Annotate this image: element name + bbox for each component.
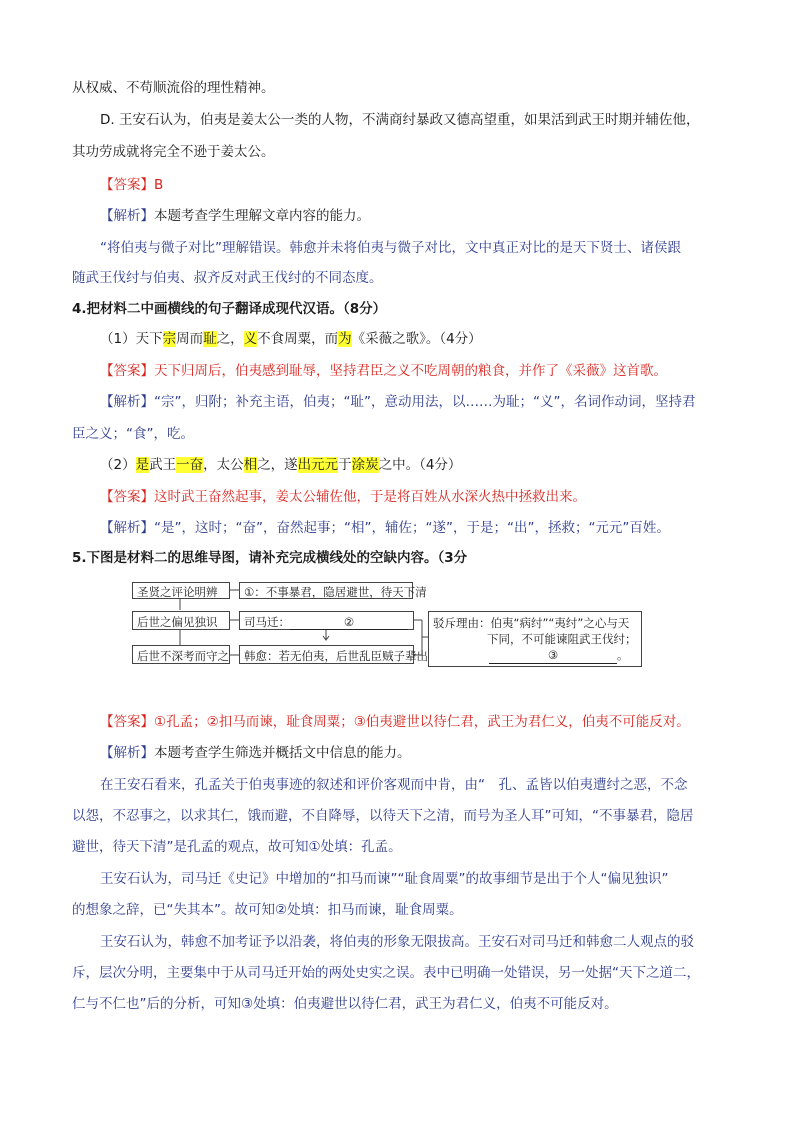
q5-para1-line3: 避世，待天下清”是孔孟的观点，故可知①处填：孔孟。 [72, 839, 402, 855]
map-node-sima-qian [239, 611, 414, 630]
analysis-tag: 【解析】 [100, 520, 154, 536]
s2-highlight: 出元元 [297, 457, 339, 473]
answer-tag: 【答案】 [100, 489, 154, 505]
q4-analysis-2 [100, 518, 670, 538]
q4-analysis-1a [100, 392, 695, 412]
map-node-han-yu: 韩愈：若无伯夷，后世乱臣贼子辈出 [239, 645, 414, 664]
s2-text: 之，遂 [257, 457, 298, 473]
map-node-bias: 后世之偏见独识 [132, 611, 230, 630]
q4-analysis-1b: 臣之义；“食”，吃。 [72, 426, 194, 442]
blank-3: ③ [489, 647, 617, 664]
option-d-line1: D. 王安石认为，伯夷是姜太公一类的人物，不满商纣暴政又德高望重，如果活到武王时期并辅佐他， [100, 112, 700, 128]
q3-analysis [100, 206, 370, 226]
q5-para1-line2: 以怨，不忍事之，以求其仁，饿而避，不自降辱，以待天下之清，而号为圣人耳”可知，“不事暴君，隐居 [72, 808, 694, 824]
q5-answer [100, 712, 690, 732]
q5-para1-line1: 在王安石看来，孔孟关于伯夷事迹的叙述和评价客观而中肯，由“ 孔、孟皆以伯夷遭纣之恶，不念 [100, 777, 688, 793]
answer-tag: 【答案】 [100, 177, 154, 193]
s2-text: （2） [100, 457, 136, 473]
s1-highlight: 耻 [203, 331, 217, 347]
map-node-sages: 圣贤之评论明辨 [132, 582, 230, 599]
option-c-tail: 从权威、不苟顺流俗的理性精神。 [72, 80, 275, 96]
analysis-text: “是”，这时；“奋”，奋然起事；“相”，辅佐；“遂”，于是；“出”，拯救；“元元”百姓。 [154, 520, 670, 536]
analysis-tag: 【解析】 [100, 394, 154, 410]
s2-text: 武王 [149, 457, 177, 473]
s1-highlight: 义 [243, 331, 258, 347]
s2-text: ，太公 [203, 457, 244, 473]
mind-map [132, 578, 644, 673]
s2-highlight: 涂炭 [351, 457, 379, 473]
refutation-line-1: 驳斥理由：伯夷“病纣”“夷纣”之心与天 [433, 616, 630, 630]
q4-answer-2 [100, 487, 586, 507]
q4-sentence-1 [100, 329, 482, 349]
analysis-tag: 【解析】 [100, 208, 154, 224]
q5-para3-line2: 斥，层次分明，主要集中于从司马迁开始的两处史实之误。表中已明确一处错误，另一处据“天下之道二， [72, 965, 700, 981]
refutation-end: 。 [617, 648, 629, 662]
q3-explain-1: “将伯夷与微子对比”理解错误。韩愈并未将伯夷与微子对比，文中真正对比的是天下贤士、诸侯跟 [100, 240, 681, 256]
q5-analysis [100, 743, 411, 763]
q4-sentence-2 [100, 455, 461, 475]
q5-para3-line3: 仁与不仁也”后的分析，可知③处填：伯夷避世以待仁君，武王为君仁义，伯夷不可能反对。 [72, 996, 618, 1012]
sima-qian-label: 司马迁： [244, 615, 290, 629]
q5-title: 5.下图是材料二的思维导图，请补充完成横线处的空缺内容。（3分 [72, 550, 468, 566]
answer-tag: 【答案】 [100, 714, 154, 730]
s2-text: 之中。（4分） [378, 457, 462, 473]
s2-highlight: 相 [243, 457, 258, 473]
analysis-text: 本题考查学生筛选并概括文中信息的能力。 [154, 745, 411, 761]
s1-highlight: 为 [338, 331, 352, 347]
q5-para2-line2: 的想象之辞，已“失其本”。故可知②处填：扣马而谏，耻食周粟。 [72, 902, 463, 918]
map-node-follow: 后世不深考而守之 [132, 645, 230, 664]
s1-text: 周而 [176, 331, 204, 347]
map-node-refutation [428, 611, 642, 667]
map-node-blank-1: ①：不事暴君，隐居避世，待天下清 [239, 582, 413, 599]
s1-text: （1）天下 [100, 331, 163, 347]
answer-text: 这时武王奋然起事，姜太公辅佐他，于是将百姓从水深火热中拯救出来。 [154, 489, 586, 505]
s2-text: 于 [338, 457, 352, 473]
answer-text: 天下归周后，伯夷感到耻辱，坚持君臣之义不吃周朝的粮食，并作了《采薇》这首歌。 [154, 363, 667, 379]
blank-2: ② [290, 615, 408, 630]
s1-text: 之， [216, 331, 244, 347]
s2-highlight: 是 [135, 457, 150, 473]
q3-answer [100, 175, 163, 195]
s1-text: 不食周粟，而 [257, 331, 339, 347]
option-d-line2: 其功劳成就将完全不逊于姜太公。 [72, 144, 275, 160]
s2-highlight: 一奋 [176, 457, 204, 473]
s1-highlight: 宗 [162, 331, 177, 347]
q4-title: 4.把材料二中画横线的句子翻译成现代汉语。（8分） [72, 301, 387, 317]
answer-value: B [154, 177, 164, 193]
answer-tag: 【答案】 [100, 363, 154, 379]
q4-answer-1 [100, 361, 667, 381]
analysis-text: “宗”，归附；补充主语，伯夷；“耻”，意动用法，以……为耻；“义”，名词作动词，坚持君 [154, 394, 696, 410]
refutation-line-2: 下同，不可能谏阻武王伐纣； [487, 632, 637, 646]
s1-text: 《采薇之歌》。（4分） [351, 331, 482, 347]
q5-para2-line1: 王安石认为，司马迁《史记》中增加的“扣马而谏”“耻食周粟”的故事细节是出于个人“偏见独识” [100, 871, 669, 887]
answer-text: ①孔孟；②扣马而谏，耻食周粟；③伯夷避世以待仁君，武王为君仁义，伯夷不可能反对。 [154, 714, 690, 730]
q5-para3-line1: 王安石认为，韩愈不加考证予以沿袭，将伯夷的形象无限拔高。王安石对司马迁和韩愈二人观点的驳 [100, 934, 694, 950]
q3-explain-2: 随武王伐纣与伯夷、叔齐反对武王伐纣的不同态度。 [72, 270, 383, 286]
analysis-text: 本题考查学生理解文章内容的能力。 [154, 208, 370, 224]
analysis-tag: 【解析】 [100, 745, 154, 761]
